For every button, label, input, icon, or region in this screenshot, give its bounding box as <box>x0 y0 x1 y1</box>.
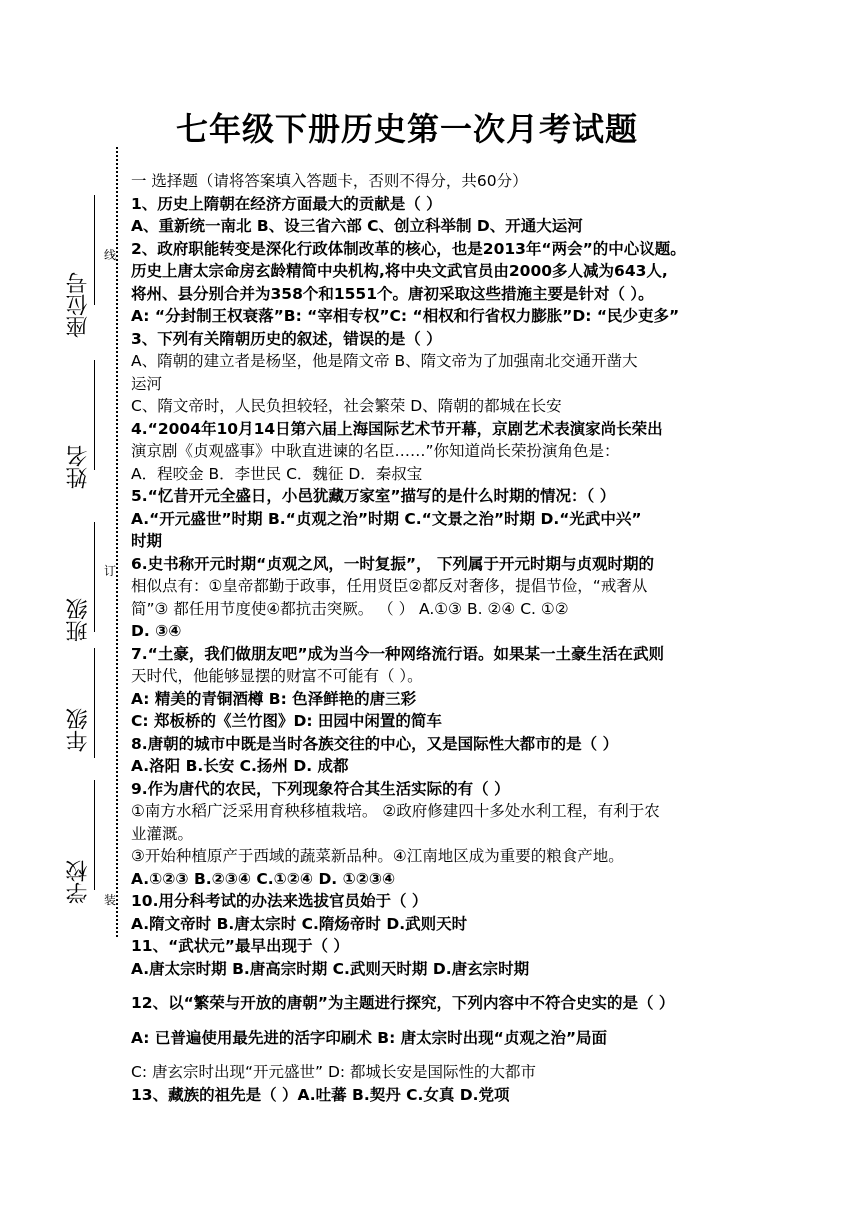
question-line: 7.“土豪，我们做朋友吧”成为当今一种网络流行语。如果某一土豪生活在武则 <box>131 644 665 663</box>
question-line: A.①②③ B.②③④ C.①②④ D. ①②③④ <box>131 869 396 888</box>
side-field-name: 姓名 <box>66 445 91 489</box>
question-line: A: 精美的青铜酒樽 B: 色泽鲜艳的唐三彩 <box>131 689 417 708</box>
binding-mark-bottom: 装 <box>104 893 117 907</box>
question-line: A．程咬金 B．李世民 C．魏征 D．秦叔宝 <box>131 464 423 483</box>
question-line: 历史上唐太宗命房玄龄精简中央机构,将中央文武官员由2000多人减为643人, <box>131 262 668 280</box>
question-line: 9.作为唐代的农民，下列现象符合其生活实际的有（ ） <box>131 779 510 798</box>
question-line: A、隋朝的建立者是杨坚，他是隋文帝 B、隋文帝为了加强南北交通开凿大 <box>131 352 638 370</box>
question-line: C: 郑板桥的《兰竹图》D: 田园中闲置的简车 <box>131 712 442 730</box>
question-line: C: 唐玄宗时出现“开元盛世” D: 都城长安是国际性的大都市 <box>131 1063 537 1081</box>
side-blank-seat <box>94 195 95 305</box>
side-blank-class <box>94 522 95 632</box>
question-line: 11、“武状元”最早出现于（ ） <box>131 937 349 955</box>
question-line: 3、下列有关隋朝历史的叙述，错误的是（ ） <box>131 329 442 348</box>
question-line: 运河 <box>131 374 163 393</box>
side-field-grade: 年级 <box>66 708 91 752</box>
question-line: A.洛阳 B.长安 C.扬州 D. 成都 <box>131 757 349 775</box>
side-blank-grade <box>94 648 95 758</box>
question-line: 业灌溉。 <box>131 824 194 843</box>
section-header: 一 选择题（请将答案填入答题卡，否则不得分，共60分） <box>131 172 528 190</box>
question-line: 13、藏族的祖先是（ ）A.吐蕃 B.契丹 C.女真 D.党项 <box>131 1085 510 1104</box>
question-line: D. ③④ <box>131 622 182 640</box>
question-line: 简”③ 都任用节度使④都抗击突厥。 （ ） A.①③ B. ②④ C. ①② <box>131 599 569 618</box>
question-line: A.“开元盛世”时期 B.“贞观之治”时期 C.“文景之治”时期 D.“光武中兴” <box>131 509 642 528</box>
question-line: A.唐太宗时期 B.唐高宗时期 C.武则天时期 D.唐玄宗时期 <box>131 959 530 978</box>
question-line: 5.“忆昔开元全盛日，小邑犹藏万家室”描写的是什么时期的情况：（ ） <box>131 487 616 505</box>
question-line: A: 已普遍使用最先进的活字印刷术 B: 唐太宗时出现“贞观之治”局面 <box>131 1028 608 1047</box>
binding-mark-top: 线 <box>104 248 117 262</box>
question-line: 时期 <box>131 532 163 550</box>
question-line: 2、政府职能转变是深化行政体制改革的核心，也是2013年“两会”的中心议题。 <box>131 239 686 258</box>
question-body <box>131 170 741 1106</box>
question-line: 将州、县分别合并为358个和1551个。唐初采取这些措施主要是针对（ ）。 <box>131 284 654 303</box>
question-line: A: “分封制王权衰落”B: “宰相专权”C: “相权和行省权力膨胀”D: “民少吏多” <box>131 307 680 325</box>
question-line: ①南方水稻广泛采用育秧移植栽培。 ②政府修建四十多处水利工程，有利于农 <box>131 802 660 820</box>
question-line: ③开始种植原产于西域的蔬菜新品种。④江南地区成为重要的粮食产地。 <box>131 847 624 865</box>
binding-mark-middle: 订 <box>104 564 117 578</box>
question-line: 6.史书称开元时期“贞观之风，一时复振”， 下列属于开元时期与贞观时期的 <box>131 554 654 573</box>
question-line: 演京剧《贞观盛事》中耿直进谏的名臣……”你知道尚长荣扮演角色是： <box>131 442 620 460</box>
question-line: 8.唐朝的城市中既是当时各族交往的中心，又是国际性大都市的是（ ） <box>131 734 619 753</box>
question-line: 10.用分科考试的办法来选拔官员始于（ ） <box>131 892 428 910</box>
question-line: C、隋文帝时，人民负担较轻，社会繁荣 D、隋朝的都城在长安 <box>131 397 562 415</box>
side-blank-school <box>94 780 95 890</box>
question-line: 12、以“繁荣与开放的唐朝”为主题进行探究，下列内容中不符合史实的是（ ） <box>131 994 675 1012</box>
question-line: 天时代，他能够显摆的财富不可能有（ ）。 <box>131 667 423 685</box>
question-line: 4.“2004年10月14日第六届上海国际艺术节开幕，京剧艺术表演家尚长荣出 <box>131 419 663 438</box>
side-field-class: 班级 <box>66 598 91 642</box>
binding-dotted-line <box>116 147 118 937</box>
side-field-seat: 座位号 <box>66 272 91 338</box>
side-field-school: 学校 <box>66 860 91 904</box>
question-line: 相似点有：①皇帝都勤于政事，任用贤臣②都反对奢侈，提倡节俭，“戒奢从 <box>131 577 648 595</box>
side-blank-name <box>94 360 95 470</box>
question-line: 1、历史上隋朝在经济方面最大的贡献是（ ） <box>131 194 442 213</box>
question-line: A、重新统一南北 B、设三省六部 C、创立科举制 D、开通大运河 <box>131 217 583 235</box>
page-title: 七年级下册历史第一次月考试题 <box>176 110 639 148</box>
question-line: A.隋文帝时 B.唐太宗时 C.隋炀帝时 D.武则天时 <box>131 914 468 933</box>
